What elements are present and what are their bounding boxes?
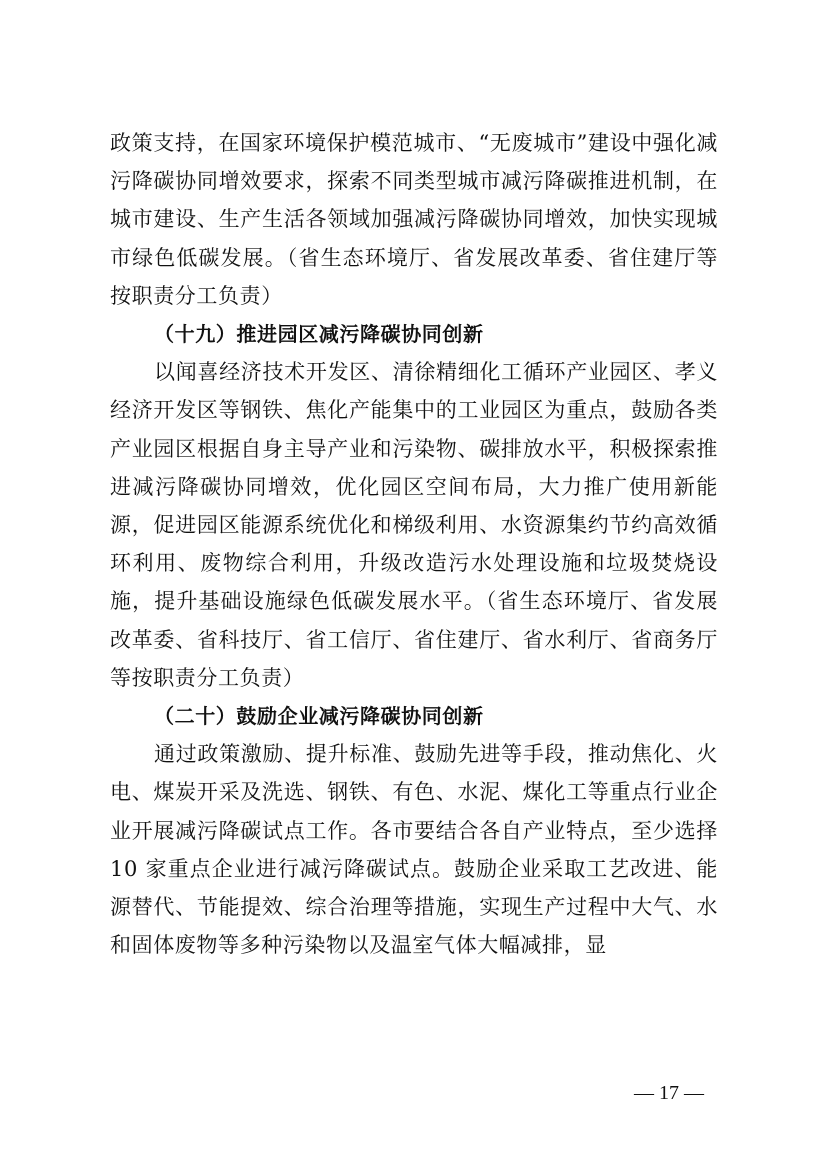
document-body [110,124,718,964]
paragraph-urban-policy: 政策支持，在国家环境保护模范城市、“无废城市”建设中强化减污降碳协同增效要求，探索不同类型城市减污降碳推进机制，在城市建设、生产生活各领域加强减污降碳协同增效，加快实现城市绿色低碳发展。（省生态环境厅、省发展改革委、省住建厅等按职责分工负责） [110,131,718,308]
section-heading-20: （二十）鼓励企业减污降碳协同创新 [154,704,484,729]
paragraph-industrial-parks: 以闻喜经济技术开发区、清徐精细化工循环产业园区、孝义经济开发区等钢铁、焦化产能集中的工业园区为重点，鼓励各类产业园区根据自身主导产业和污染物、碳排放水平，积极探索推进减污降碳协同增效，优化园区空间布局，大力推广使用新能源，促进园区能源系统优化和梯级利用、水资源集约节约高效循环利用、废物综合利用，升级改造污水处理设施和垃圾焚烧设施，提升基础设施绿色低碳发展水平。（省生态环境厅、省发展改革委、省科技厅、省工信厅、省住建厅、省水利厅、省商务厅等按职责分工负责） [110,360,718,690]
page-number: — 17 — [634,1082,704,1104]
section-heading-19: （十九）推进园区减污降碳协同创新 [154,322,484,347]
paragraph-enterprises: 通过政策激励、提升标准、鼓励先进等手段，推动焦化、火电、煤炭开采及洗选、钢铁、有色、水泥、煤化工等重点行业企业开展减污降碳试点工作。各市要结合各自产业特点，至少选择 10 家重点企业进行减污降碳试点。鼓励企业采取工艺改进、能源替代、节能提效、综合治理等措施，实现生产过程中大气、水和固体废物等多种污染物以及温室气体大幅减排，显 [110,742,718,958]
